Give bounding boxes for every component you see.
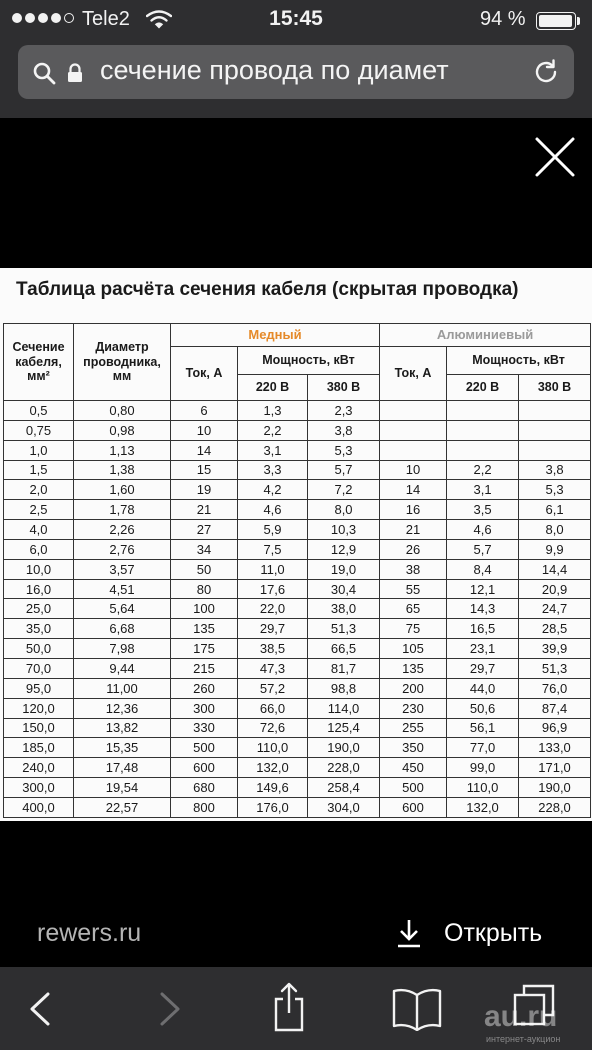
- cell-section: 95,0: [4, 678, 74, 698]
- cell-aluminum-220v: 77,0: [447, 738, 519, 758]
- cell-copper-220v: 29,7: [238, 619, 308, 639]
- battery-percentage: 94 %: [480, 8, 526, 30]
- cell-diameter: 7,98: [74, 639, 171, 659]
- table-row: [4, 658, 591, 678]
- cell-aluminum-220v: 99,0: [447, 758, 519, 778]
- cell-section: 1,5: [4, 460, 74, 480]
- cell-copper-220v: 110,0: [238, 738, 308, 758]
- status-bar: [0, 0, 592, 38]
- cell-aluminum-current: 500: [380, 778, 447, 798]
- table-body: [4, 401, 591, 818]
- cell-section: 120,0: [4, 698, 74, 718]
- cell-section: 2,0: [4, 480, 74, 500]
- url-text[interactable]: сечение провода по диамет: [100, 55, 449, 85]
- bookmarks-icon[interactable]: [391, 987, 443, 1031]
- cell-copper-220v: 149,6: [238, 778, 308, 798]
- cell-section: 6,0: [4, 539, 74, 559]
- cell-section: 25,0: [4, 599, 74, 619]
- header-copper-220v: 220 В: [238, 375, 308, 401]
- cell-diameter: 1,13: [74, 440, 171, 460]
- cell-copper-220v: 2,2: [238, 420, 308, 440]
- cell-section: 0,75: [4, 420, 74, 440]
- cell-copper-380v: 8,0: [308, 500, 380, 520]
- cell-aluminum-380v: 171,0: [519, 758, 591, 778]
- header-aluminum-power: Мощность, кВт: [447, 347, 591, 375]
- cell-copper-220v: 3,1: [238, 440, 308, 460]
- cell-aluminum-current: 200: [380, 678, 447, 698]
- cell-section: 240,0: [4, 758, 74, 778]
- cell-aluminum-380v: 228,0: [519, 797, 591, 817]
- cell-aluminum-current: 350: [380, 738, 447, 758]
- cell-aluminum-220v: 29,7: [447, 658, 519, 678]
- cell-aluminum-current: [380, 440, 447, 460]
- cell-copper-380v: 3,8: [308, 420, 380, 440]
- cell-aluminum-220v: 44,0: [447, 678, 519, 698]
- cell-copper-current: 330: [171, 718, 238, 738]
- address-bar[interactable]: [18, 45, 574, 99]
- cell-diameter: 0,80: [74, 401, 171, 421]
- cell-copper-current: 14: [171, 440, 238, 460]
- source-domain[interactable]: rewers.ru: [37, 919, 142, 947]
- lock-icon: [66, 63, 84, 83]
- cell-copper-current: 260: [171, 678, 238, 698]
- open-button[interactable]: Открыть: [444, 919, 543, 947]
- cell-aluminum-380v: 190,0: [519, 778, 591, 798]
- image-preview[interactable]: [0, 268, 592, 821]
- cell-diameter: 2,76: [74, 539, 171, 559]
- cell-copper-220v: 132,0: [238, 758, 308, 778]
- watermark-tagline: интернет-аукцион: [486, 1034, 561, 1044]
- cell-diameter: 1,60: [74, 480, 171, 500]
- cell-copper-220v: 11,0: [238, 559, 308, 579]
- cell-aluminum-380v: 39,9: [519, 639, 591, 659]
- cell-copper-380v: 228,0: [308, 758, 380, 778]
- table-row: [4, 500, 591, 520]
- cell-copper-380v: 5,7: [308, 460, 380, 480]
- cell-aluminum-380v: 3,8: [519, 460, 591, 480]
- cell-copper-current: 215: [171, 658, 238, 678]
- carrier-name: Tele2: [82, 8, 130, 30]
- cell-aluminum-380v: 96,9: [519, 718, 591, 738]
- header-copper-380v: 380 В: [308, 375, 380, 401]
- cell-aluminum-220v: 110,0: [447, 778, 519, 798]
- table-row: [4, 480, 591, 500]
- header-copper-power: Мощность, кВт: [238, 347, 380, 375]
- cell-copper-current: 6: [171, 401, 238, 421]
- table-row: [4, 639, 591, 659]
- cell-copper-current: 27: [171, 520, 238, 540]
- cell-aluminum-220v: [447, 420, 519, 440]
- cell-diameter: 0,98: [74, 420, 171, 440]
- header-aluminum-current: Ток, А: [380, 347, 447, 401]
- cell-copper-380v: 51,3: [308, 619, 380, 639]
- cell-aluminum-220v: 5,7: [447, 539, 519, 559]
- cell-copper-current: 500: [171, 738, 238, 758]
- cell-copper-220v: 4,6: [238, 500, 308, 520]
- battery-tip: [577, 17, 580, 25]
- cell-copper-220v: 72,6: [238, 718, 308, 738]
- cell-diameter: 9,44: [74, 658, 171, 678]
- cell-copper-current: 600: [171, 758, 238, 778]
- clock: 15:45: [269, 7, 323, 30]
- cell-section: 16,0: [4, 579, 74, 599]
- cell-copper-current: 21: [171, 500, 238, 520]
- cell-copper-380v: 304,0: [308, 797, 380, 817]
- cell-copper-current: 300: [171, 698, 238, 718]
- cell-copper-380v: 10,3: [308, 520, 380, 540]
- table-row: [4, 698, 591, 718]
- table-row: [4, 440, 591, 460]
- cell-aluminum-220v: 3,5: [447, 500, 519, 520]
- cell-aluminum-current: 26: [380, 539, 447, 559]
- watermark-logo: au.ru: [484, 1000, 558, 1033]
- cell-aluminum-380v: 133,0: [519, 738, 591, 758]
- cell-diameter: 3,57: [74, 559, 171, 579]
- cable-section-table: [3, 323, 591, 818]
- table-row: [4, 758, 591, 778]
- header-aluminum-220v: 220 В: [447, 375, 519, 401]
- cell-copper-220v: 176,0: [238, 797, 308, 817]
- header-diameter: Диаметр проводника, мм: [74, 324, 171, 401]
- cell-copper-220v: 17,6: [238, 579, 308, 599]
- cell-copper-380v: 98,8: [308, 678, 380, 698]
- cell-aluminum-380v: [519, 420, 591, 440]
- cell-copper-current: 135: [171, 619, 238, 639]
- cell-section: 185,0: [4, 738, 74, 758]
- cell-copper-380v: 114,0: [308, 698, 380, 718]
- cell-copper-current: 680: [171, 778, 238, 798]
- table-row: [4, 460, 591, 480]
- cell-diameter: 5,64: [74, 599, 171, 619]
- cell-aluminum-380v: 20,9: [519, 579, 591, 599]
- cell-aluminum-220v: [447, 440, 519, 460]
- header-section: Сечение кабеля, мм²: [4, 324, 74, 401]
- cell-aluminum-380v: 51,3: [519, 658, 591, 678]
- cell-aluminum-220v: 16,5: [447, 619, 519, 639]
- cell-section: 2,5: [4, 500, 74, 520]
- header-aluminum-380v: 380 В: [519, 375, 591, 401]
- cell-copper-current: 80: [171, 579, 238, 599]
- cell-aluminum-220v: 2,2: [447, 460, 519, 480]
- cell-copper-220v: 47,3: [238, 658, 308, 678]
- back-icon[interactable]: [26, 991, 52, 1027]
- cell-aluminum-220v: 4,6: [447, 520, 519, 540]
- address-bar-area: [0, 38, 592, 118]
- table-row: [4, 778, 591, 798]
- cell-aluminum-current: [380, 420, 447, 440]
- table-row: [4, 718, 591, 738]
- forward-icon[interactable]: [158, 991, 184, 1027]
- cell-diameter: 13,82: [74, 718, 171, 738]
- cell-copper-380v: 66,5: [308, 639, 380, 659]
- cell-aluminum-220v: 8,4: [447, 559, 519, 579]
- cell-aluminum-380v: 76,0: [519, 678, 591, 698]
- cell-aluminum-current: 21: [380, 520, 447, 540]
- cell-aluminum-380v: 9,9: [519, 539, 591, 559]
- cell-copper-current: 175: [171, 639, 238, 659]
- table-row: [4, 559, 591, 579]
- cell-aluminum-220v: 50,6: [447, 698, 519, 718]
- cell-section: 0,5: [4, 401, 74, 421]
- cell-aluminum-current: 75: [380, 619, 447, 639]
- cell-aluminum-current: 255: [380, 718, 447, 738]
- cell-copper-220v: 38,5: [238, 639, 308, 659]
- table-title: Таблица расчёта сечения кабеля (скрытая проводка): [16, 279, 519, 300]
- cell-diameter: 19,54: [74, 778, 171, 798]
- header-aluminum: Алюминиевый: [380, 324, 591, 347]
- header-copper: Медный: [171, 324, 380, 347]
- cell-section: 35,0: [4, 619, 74, 639]
- cell-aluminum-current: 135: [380, 658, 447, 678]
- cell-aluminum-220v: 14,3: [447, 599, 519, 619]
- cell-aluminum-220v: 56,1: [447, 718, 519, 738]
- cell-aluminum-380v: 8,0: [519, 520, 591, 540]
- cell-diameter: 1,78: [74, 500, 171, 520]
- cell-section: 70,0: [4, 658, 74, 678]
- cell-section: 400,0: [4, 797, 74, 817]
- table-row: [4, 520, 591, 540]
- cell-copper-current: 800: [171, 797, 238, 817]
- cell-copper-380v: 81,7: [308, 658, 380, 678]
- cell-copper-220v: 3,3: [238, 460, 308, 480]
- share-icon[interactable]: [273, 981, 305, 1033]
- cell-copper-380v: 19,0: [308, 559, 380, 579]
- cell-aluminum-current: 105: [380, 639, 447, 659]
- cell-aluminum-380v: 14,4: [519, 559, 591, 579]
- table-row: [4, 579, 591, 599]
- cell-aluminum-current: 450: [380, 758, 447, 778]
- cell-aluminum-380v: [519, 401, 591, 421]
- cell-copper-380v: 125,4: [308, 718, 380, 738]
- search-icon: [32, 61, 56, 85]
- header-copper-current: Ток, А: [171, 347, 238, 401]
- table-row: [4, 619, 591, 639]
- reload-icon[interactable]: [532, 58, 560, 86]
- cell-diameter: 17,48: [74, 758, 171, 778]
- cell-aluminum-current: 10: [380, 460, 447, 480]
- cell-diameter: 15,35: [74, 738, 171, 758]
- table-row: [4, 539, 591, 559]
- cell-diameter: 4,51: [74, 579, 171, 599]
- cell-aluminum-current: [380, 401, 447, 421]
- cell-aluminum-380v: 24,7: [519, 599, 591, 619]
- cell-copper-220v: 7,5: [238, 539, 308, 559]
- cell-diameter: 6,68: [74, 619, 171, 639]
- table-row: [4, 420, 591, 440]
- download-icon[interactable]: [396, 918, 422, 948]
- cell-copper-220v: 1,3: [238, 401, 308, 421]
- cell-aluminum-380v: 87,4: [519, 698, 591, 718]
- battery-icon: [536, 12, 576, 30]
- cell-copper-380v: 2,3: [308, 401, 380, 421]
- cell-copper-380v: 190,0: [308, 738, 380, 758]
- cell-aluminum-current: 65: [380, 599, 447, 619]
- cell-aluminum-380v: 28,5: [519, 619, 591, 639]
- cell-copper-380v: 12,9: [308, 539, 380, 559]
- cell-copper-current: 34: [171, 539, 238, 559]
- cell-diameter: 1,38: [74, 460, 171, 480]
- cell-copper-220v: 57,2: [238, 678, 308, 698]
- cell-copper-380v: 30,4: [308, 579, 380, 599]
- cell-aluminum-220v: 23,1: [447, 639, 519, 659]
- cell-aluminum-current: 16: [380, 500, 447, 520]
- cell-aluminum-220v: 132,0: [447, 797, 519, 817]
- cell-copper-current: 15: [171, 460, 238, 480]
- table-row: [4, 738, 591, 758]
- table-row: [4, 797, 591, 817]
- cell-section: 4,0: [4, 520, 74, 540]
- cell-copper-380v: 7,2: [308, 480, 380, 500]
- cell-diameter: 12,36: [74, 698, 171, 718]
- cell-copper-380v: 258,4: [308, 778, 380, 798]
- cell-section: 300,0: [4, 778, 74, 798]
- cell-copper-current: 10: [171, 420, 238, 440]
- cell-aluminum-380v: [519, 440, 591, 460]
- cell-aluminum-current: 600: [380, 797, 447, 817]
- cell-diameter: 2,26: [74, 520, 171, 540]
- cell-diameter: 11,00: [74, 678, 171, 698]
- cell-aluminum-220v: 3,1: [447, 480, 519, 500]
- cell-aluminum-380v: 5,3: [519, 480, 591, 500]
- cell-section: 150,0: [4, 718, 74, 738]
- cell-aluminum-220v: [447, 401, 519, 421]
- cell-section: 10,0: [4, 559, 74, 579]
- cell-copper-current: 19: [171, 480, 238, 500]
- cell-copper-220v: 22,0: [238, 599, 308, 619]
- cell-aluminum-current: 14: [380, 480, 447, 500]
- cell-diameter: 22,57: [74, 797, 171, 817]
- table-row: [4, 678, 591, 698]
- cell-aluminum-220v: 12,1: [447, 579, 519, 599]
- cell-aluminum-380v: 6,1: [519, 500, 591, 520]
- cell-aluminum-current: 230: [380, 698, 447, 718]
- cell-copper-380v: 5,3: [308, 440, 380, 460]
- cell-copper-current: 50: [171, 559, 238, 579]
- cell-copper-current: 100: [171, 599, 238, 619]
- table-row: [4, 599, 591, 619]
- cell-copper-220v: 5,9: [238, 520, 308, 540]
- cell-copper-220v: 66,0: [238, 698, 308, 718]
- table-row: [4, 401, 591, 421]
- cell-copper-220v: 4,2: [238, 480, 308, 500]
- close-icon[interactable]: [534, 136, 576, 178]
- cell-section: 1,0: [4, 440, 74, 460]
- cell-copper-380v: 38,0: [308, 599, 380, 619]
- cell-aluminum-current: 38: [380, 559, 447, 579]
- cell-section: 50,0: [4, 639, 74, 659]
- cell-aluminum-current: 55: [380, 579, 447, 599]
